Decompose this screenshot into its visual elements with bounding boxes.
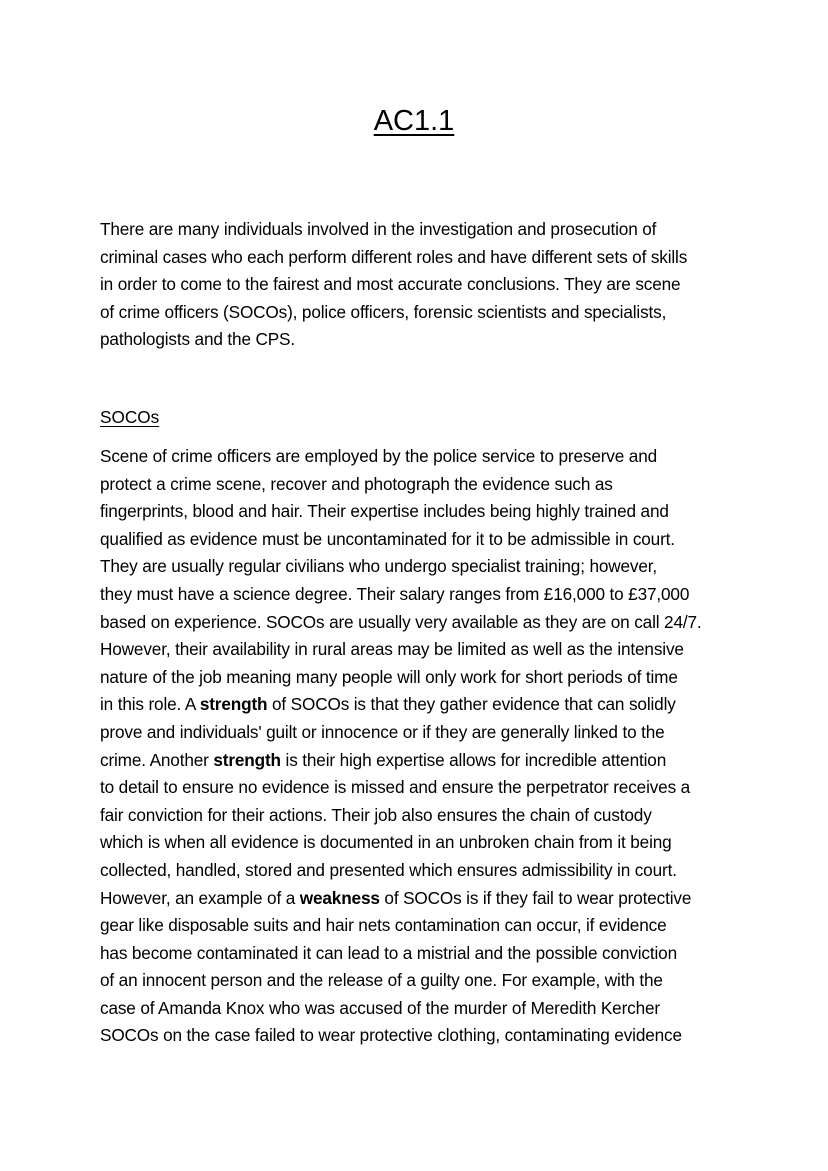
body-line: qualified as evidence must be uncontaminated for it to be admissible in court. [100, 528, 675, 549]
body-line: nature of the job meaning many people will only work for short periods of time [100, 666, 678, 687]
body-line: They are usually regular civilians who undergo specialist training; however, [100, 556, 658, 577]
body-line: However, an example of a weakness of SOCOs is if they fail to wear protective [100, 887, 692, 908]
bold-strength: strength [199, 694, 268, 715]
body-line: collected, handled, stored and presented which ensures admissibility in court. [100, 859, 677, 880]
section-heading-socos: SOCOs [100, 407, 160, 427]
document-title-text: AC1.1 [373, 105, 455, 137]
socos-paragraph [100, 443, 740, 1050]
body-line: SOCOs on the case failed to wear protective clothing, contaminating evidence [100, 1025, 682, 1046]
bold-strength: strength [213, 749, 281, 770]
body-line: case of Amanda Knox who was accused of the murder of Meredith Kercher [100, 997, 661, 1018]
body-line: of an innocent person and the release of a guilty one. For example, with the [100, 970, 663, 991]
intro-line: criminal cases who each perform different roles and have different sets of skills [100, 246, 688, 267]
body-line: fingerprints, blood and hair. Their expertise includes being highly trained and [100, 501, 669, 522]
body-line: which is when all evidence is documented in an unbroken chain from it being [100, 832, 672, 853]
body-line: they must have a science degree. Their salary ranges from £16,000 to £37,000 [100, 583, 690, 604]
intro-paragraph [100, 216, 740, 354]
document-title [0, 103, 828, 139]
body-line: crime. Another strength is their high expertise allows for incredible attention [100, 749, 667, 770]
body-line: fair conviction for their actions. Their job also ensures the chain of custody [100, 804, 652, 825]
body-line: gear like disposable suits and hair nets contamination can occur, if evidence [100, 915, 667, 936]
body-line: in this role. A strength of SOCOs is that they gather evidence that can solidly [100, 694, 676, 715]
body-line: However, their availability in rural areas may be limited as well as the intensive [100, 639, 684, 660]
body-line: Scene of crime officers are employed by the police service to preserve and [100, 446, 658, 466]
body-line: based on experience. SOCOs are usually very available as they are on call 24/7. [100, 611, 702, 632]
intro-line: in order to come to the fairest and most accurate conclusions. They are scene [100, 274, 681, 295]
body-line: protect a crime scene, recover and photograph the evidence such as [100, 473, 613, 494]
bold-weakness: weakness [299, 887, 380, 908]
intro-line: There are many individuals involved in the investigation and prosecution of [100, 219, 657, 239]
body-line: prove and individuals' guilt or innocence or if they are generally linked to the [100, 721, 665, 742]
intro-line: pathologists and the CPS. [100, 329, 295, 350]
intro-line: of crime officers (SOCOs), police officers, forensic scientists and specialists, [100, 301, 667, 322]
body-line: to detail to ensure no evidence is missed and ensure the perpetrator receives a [100, 777, 691, 798]
body-line: has become contaminated it can lead to a mistrial and the possible conviction [100, 942, 677, 963]
